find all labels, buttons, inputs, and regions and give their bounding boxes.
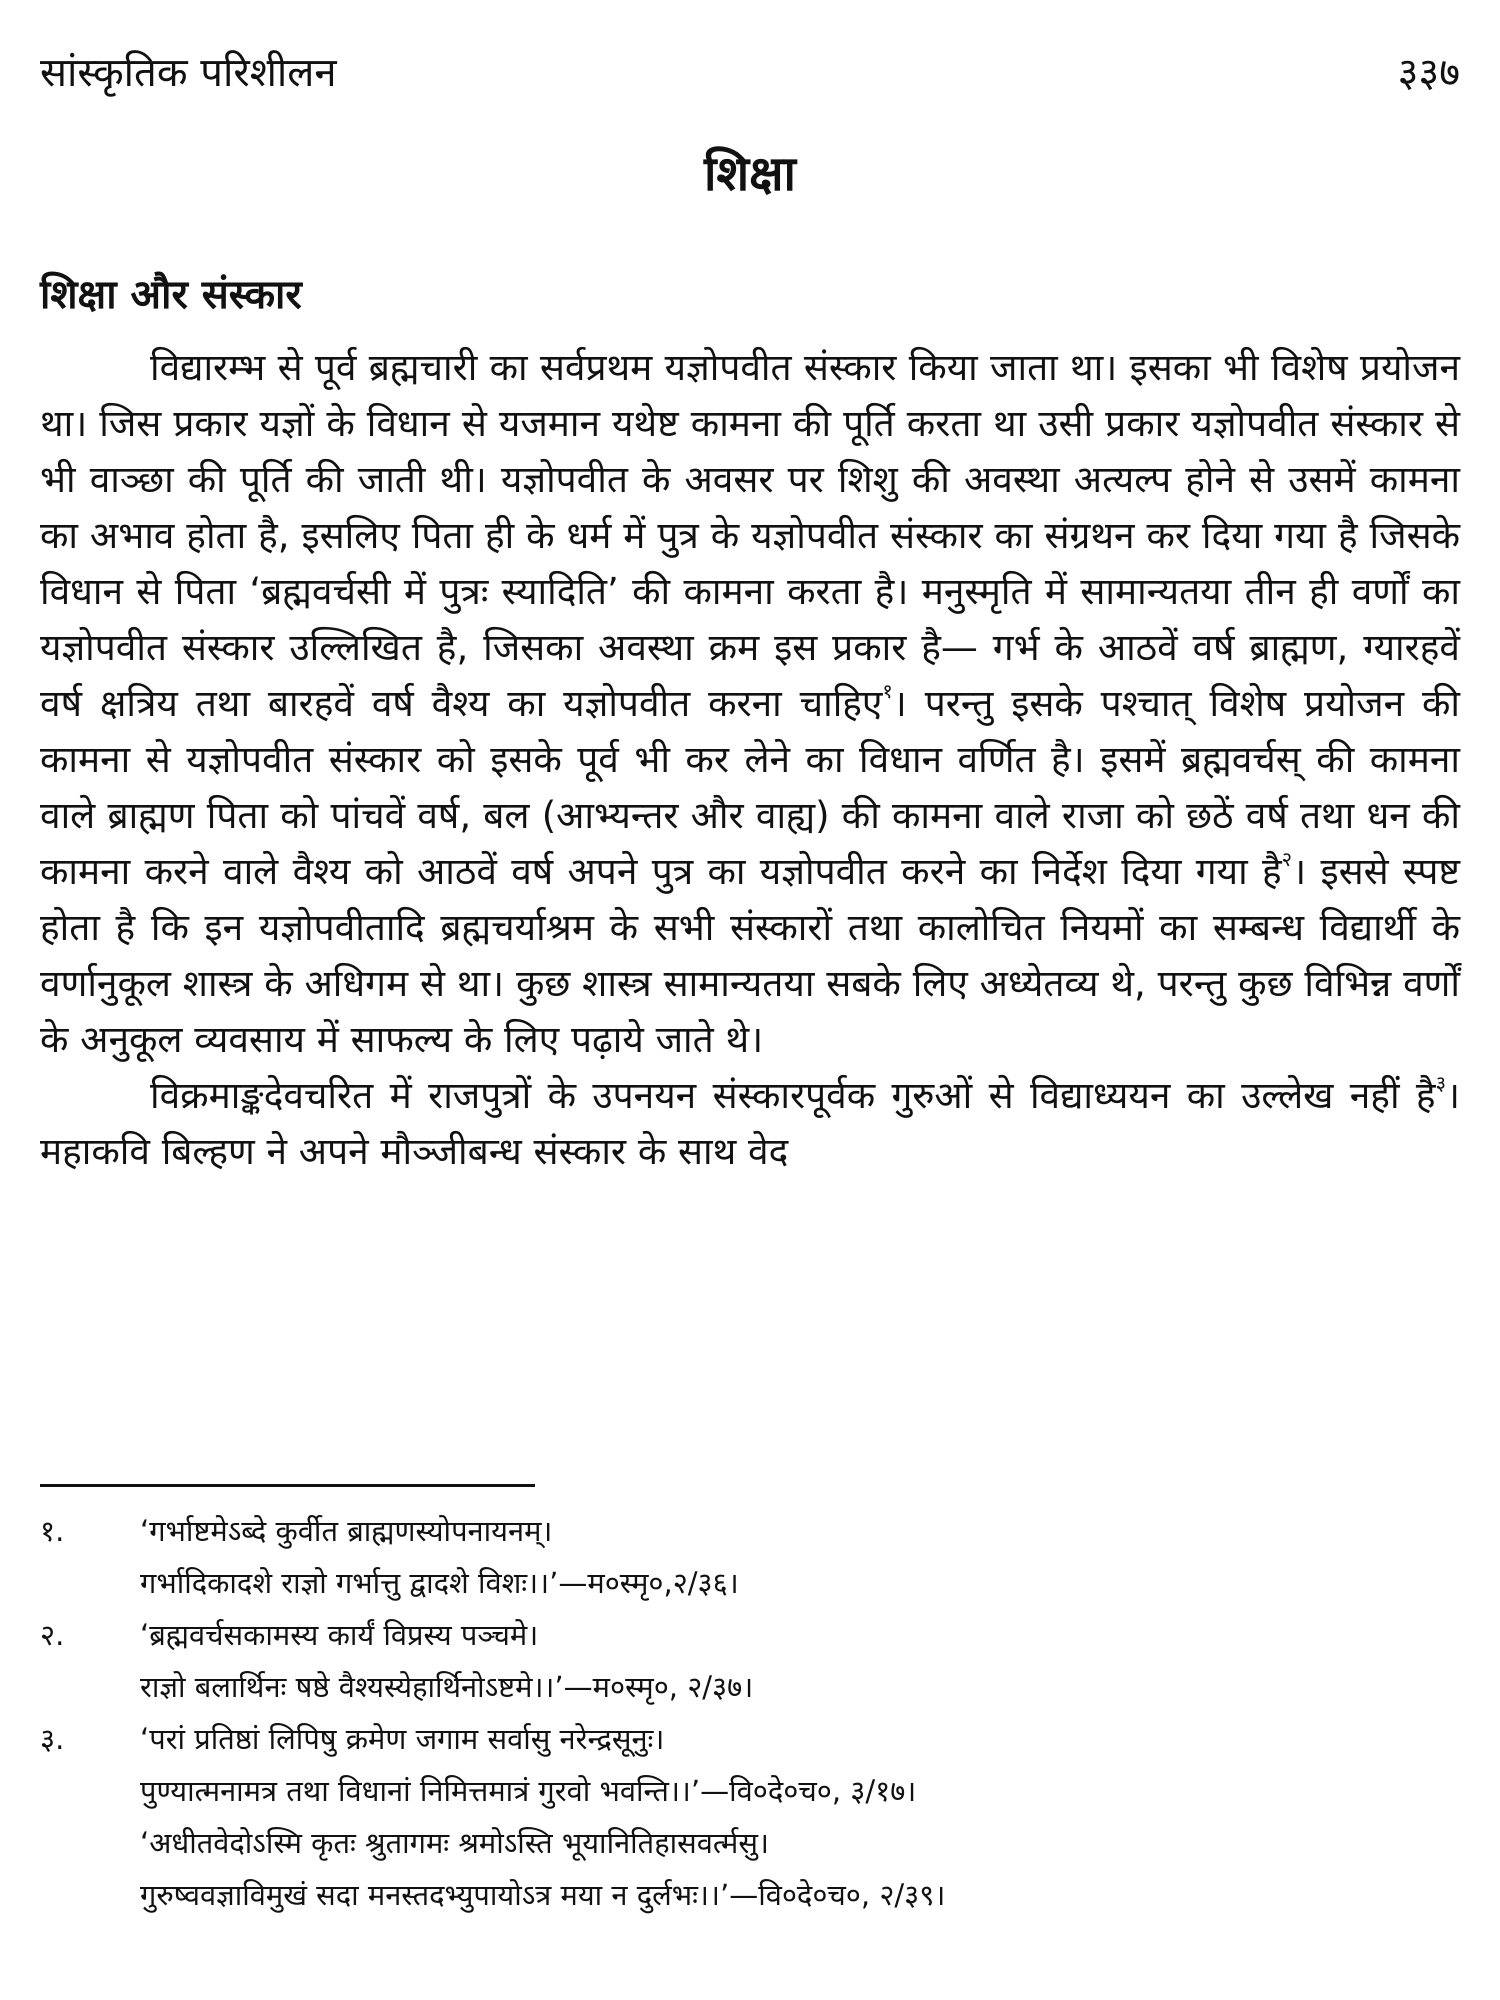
footnote-number: २. [40, 1618, 65, 1652]
page-number: ३३७ [1397, 49, 1460, 96]
footnote [40, 1609, 1460, 1713]
section-heading: शिक्षा और संस्कार [40, 272, 302, 318]
footnote-line: ‘अधीतवेदोऽस्मि कृतः श्रुतागमः श्रमोऽस्ति भूयानितिहासवर्त्मसु। [140, 1826, 769, 1860]
footnote-number: १. [40, 1514, 65, 1548]
footnotes [40, 1505, 1460, 1921]
footnote-line: ‘परां प्रतिष्ठां लिपिषु क्रमेण जगाम सर्वासु नरेन्द्रसूनुः। [140, 1722, 665, 1756]
footnote-line: ‘ब्रह्मवर्चसकामस्य कार्यं विप्रस्य पञ्चमे। [140, 1618, 539, 1652]
footnote-ref: २ [1281, 847, 1293, 871]
footnote-number: ३. [40, 1722, 65, 1756]
footnote-line: गर्भादिकादशे राज्ञो गर्भात्तु द्वादशे विशः।।’—म०स्मृ०,२/३६। [140, 1566, 739, 1600]
footnote-divider [40, 1484, 535, 1487]
footnote-line: गुरुष्ववज्ञाविमुखं सदा मनस्तदभ्युपायोऽत्र मया न दुर्लभः।।’—वि०दे०च०, २/३९। [140, 1878, 946, 1912]
footnote [40, 1505, 1460, 1609]
footnote-line: राज्ञो बलार्थिनः षष्ठे वैश्यस्येहार्थिनोऽष्टमे।।’—म०स्मृ०, २/३७। [140, 1670, 754, 1704]
paragraph: विक्रमाङ्कदेवचरित में राजपुत्रों के उपनयन संस्कारपूर्वक गुरुओं से विद्याध्ययन का उल्लेख नहीं है$^३$। महाकवि बिल्हण ने अपने मौञ्जीबन्ध संस्कार के साथ वेद [40, 1071, 1460, 1173]
footnote [40, 1713, 1460, 1921]
footnote-line: ‘गर्भाष्टमेऽब्दे कुर्वीत ब्राह्मणस्योपनायनम्। [140, 1514, 553, 1548]
chapter-title: शिक्षा [704, 146, 796, 202]
running-title: सांस्कृतिक परिशीलन [40, 49, 337, 96]
body-text [40, 340, 1460, 1180]
footnote-line: पुण्यात्मनामत्र तथा विधानां निमित्तमात्रं गुरवो भवन्ति।।’—वि०दे०च०, ३/१७। [140, 1774, 917, 1808]
footnote-ref: ३ [1435, 1071, 1446, 1095]
footnote-ref: १ [882, 679, 893, 703]
paragraph: विद्यारम्भ से पूर्व ब्रह्मचारी का सर्वप्रथम यज्ञोपवीत संस्कार किया जाता था। इसका भी विशेष प्रयोजन था। जिस प्रकार यज्ञों के विधान से यजमान यथेष्ट कामना की पूर्ति करता था उसी प्रकार यज्ञोपवीत संस्कार से भी वाञ्छा की पूर्ति की जाती थी। यज्ञोपवीत के अवसर पर शिशु की अवस्था अत्यल्प होने से उसमें कामना का अभाव होता है, इसलिए पिता ही के धर्म में पुत्र के यज्ञोपवीत संस्कार का संग्रथन कर दिया गया है जिसके विधान से पिता ‘ब्रह्मवर्चसी में पुत्रः स्यादिति’ की कामना करता है। मनुस्मृति में सामान्यतया तीन ही वर्णों का यज्ञोपवीत संस्कार उल्लिखित है, जिसका अवस्था क्रम इस प्रकार है— गर्भ के आठवें वर्ष ब्राह्मण, ग्यारहवें वर्ष क्षत्रिय तथा बारहवें वर्ष वैश्य का यज्ञोपवीत करना चाहिए$^१$। परन्तु इसके पश्चात् विशेष प्रयोजन की कामना से यज्ञोपवीत संस्कार को इसके पूर्व भी कर लेने का विधान वर्णित है। इसमें ब्रह्मवर्चस् की कामना वाले ब्राह्मण पिता को पांचवें वर्ष, बल (आभ्यन्तर और वाह्य) की कामना वाले राजा को छठें वर्ष तथा धन की कामना करने वाले वैश्य को आठवें वर्ष अपने पुत्र का यज्ञोपवीत करने का निर्देश दिया गया है$^२$। इससे स्पष्ट होता है कि इन यज्ञोपवीतादि ब्रह्मचर्याश्रम के सभी संस्कारों तथा कालोचित नियमों का सम्बन्ध विद्यार्थी के वर्णानुकूल शास्त्र के अधिगम से था। कुछ शास्त्र सामान्यतया सबके लिए अध्येतव्य थे, परन्तु कुछ विभिन्न वर्णों के अनुकूल व्यवसाय में साफल्य के लिए पढ़ाये जाते थे। [40, 346, 1460, 1061]
running-header [40, 40, 1460, 100]
